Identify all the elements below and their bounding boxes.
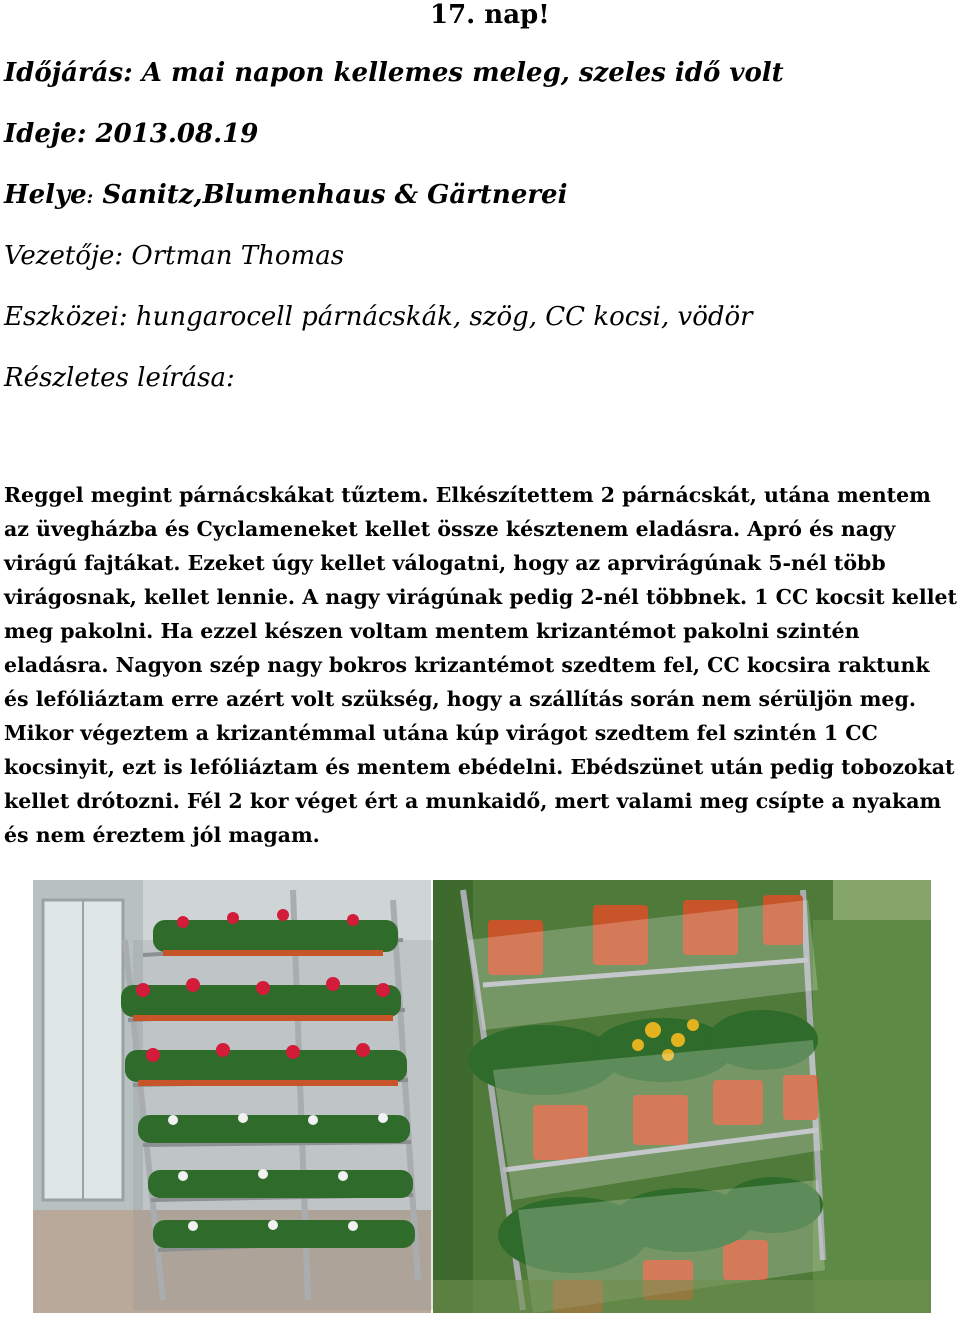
photo-collage [33, 880, 931, 1313]
day-title: 17. nap! [430, 0, 550, 30]
location-line [4, 180, 567, 210]
details-heading: Részletes leírása: [4, 363, 235, 393]
tools-line: Eszközei: hungarocell párnácskák, szög, CC kocsi, vödör [4, 302, 753, 332]
location-label: Helye [4, 180, 87, 210]
description-paragraph: Reggel megint párnácskákat tűztem. Elkészítettem 2 párnácskát, utána mentem az üvegházba és Cyclameneket kellet össze késztenem eladásra. Apró és nagy virágú fajtákat. Ezeket úgy kellet válogatni, hogy az aprvirágúnak 5-nél több virágosnak, kellet lennie. A nagy virágúnak pedig 2-nél többnek. 1 CC kocsit kellet meg pakolni. Ha ezzel készen voltam mentem krizantémot pakolni szintén eladásra. Nagyon szép nagy bokros krizantémot szedtem fel, CC kocsira raktunk és lefóliáztam erre azért volt szükség, hogy a szállítás során nem sérüljön meg. Mikor végeztem a krizantémmal utána kúp virágot szedtem fel szintén 1 CC kocsinyit, ezt is lefóliáztam és mentem ebédelni. Ebédszünet után pedig tobozokat kellet drótozni. Fél 2 kor véget ért a munkaidő, mert valami meg csípte a nyakam és nem éreztem jól magam. [4, 483, 958, 847]
location-value: Sanitz,Blumenhaus & Gärtnerei [93, 180, 568, 210]
cyclamen-trolley-photo [33, 880, 433, 1313]
date-line: Ideje: 2013.08.19 [4, 119, 259, 149]
chrysanthemum-trolley-photo [433, 880, 931, 1313]
location-colon: : [86, 187, 94, 208]
weather-line: Időjárás: A mai napon kellemes meleg, szeles idő volt [4, 58, 784, 88]
photos-svg [33, 880, 931, 1313]
manager-line: Vezetője: Ortman Thomas [4, 241, 345, 271]
